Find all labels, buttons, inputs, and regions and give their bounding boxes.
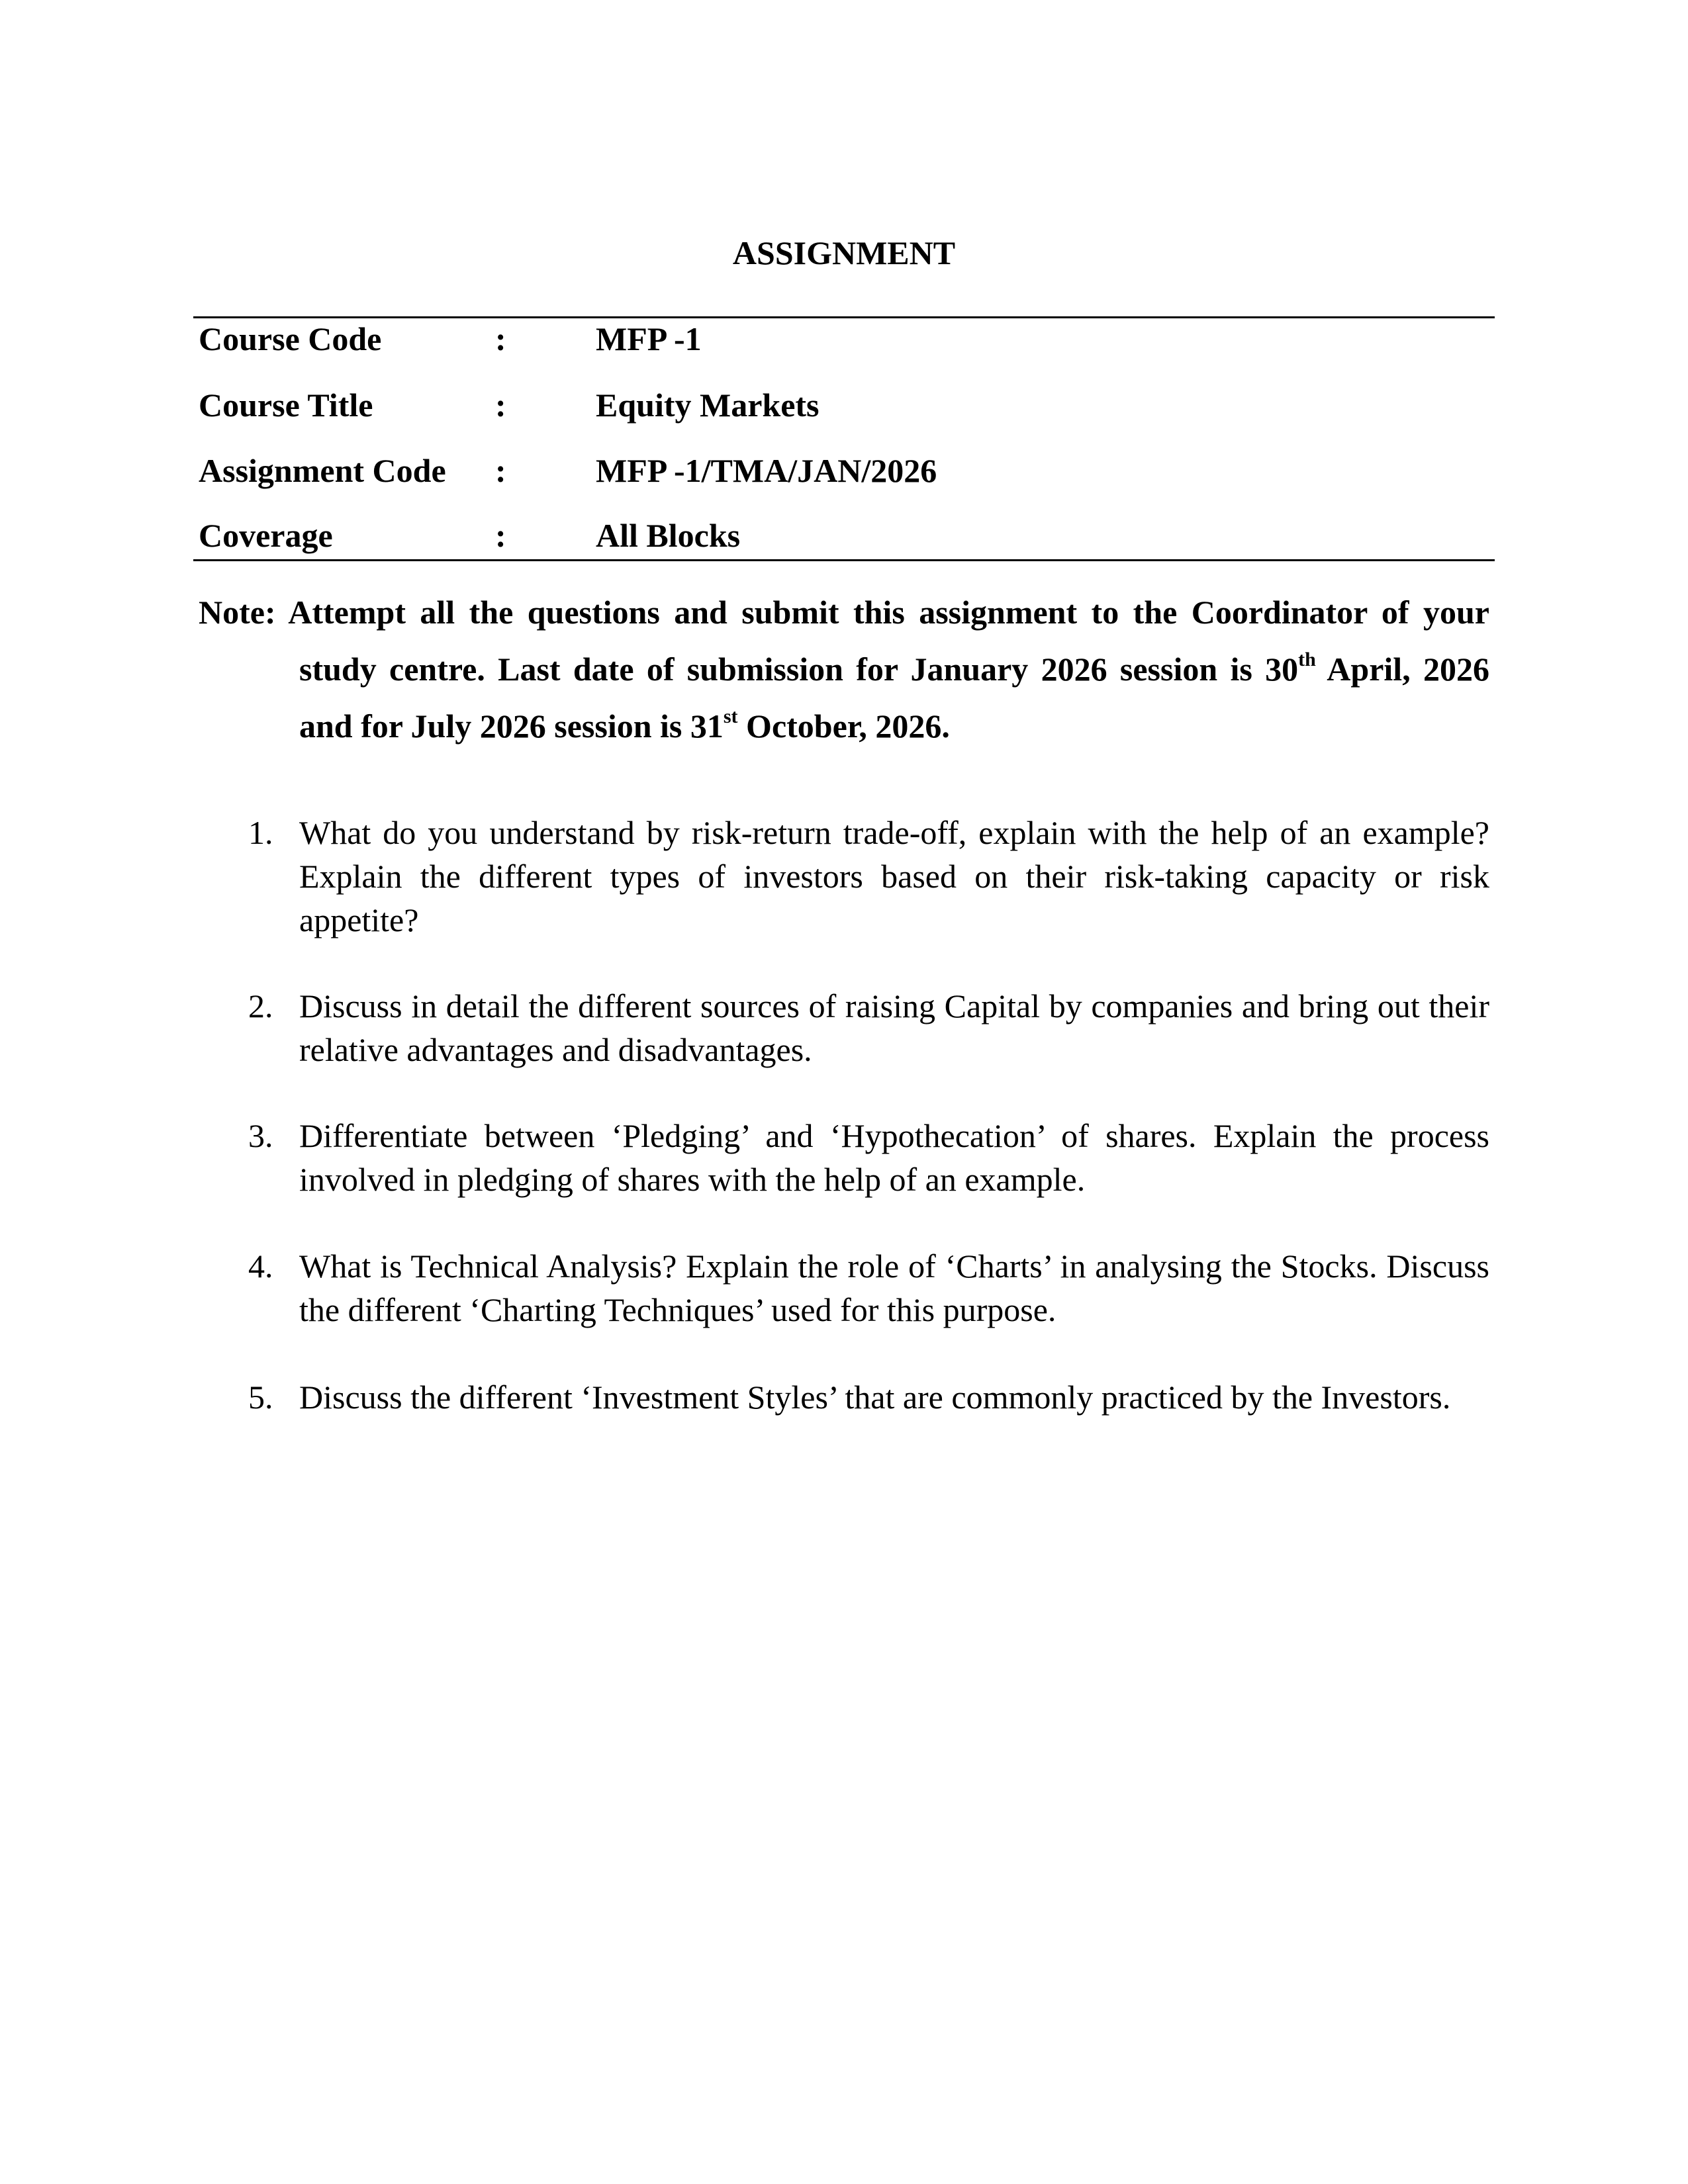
question-text: What do you understand by risk-return trade-off, explain with the help of an example? xyxy=(299,814,1489,851)
meta-row-course-code xyxy=(199,318,1489,360)
bottom-divider xyxy=(193,559,1495,561)
meta-value: MFP -1/TMA/JAN/2026 xyxy=(596,452,937,489)
question-number: 5. xyxy=(248,1379,273,1416)
note-text: study centre. Last date of submission for January 2026 session is 30 xyxy=(299,651,1299,688)
note-text: April, 2026 xyxy=(1315,651,1489,688)
note-text: and for July 2026 session is 31 xyxy=(299,707,724,745)
meta-colon: : xyxy=(495,387,506,424)
question-text: What is Technical Analysis? Explain the role of ‘Charts’ in analysing the Stocks. Discuss xyxy=(299,1248,1489,1285)
meta-colon: : xyxy=(495,320,506,357)
question-number: 4. xyxy=(248,1248,273,1285)
question-number: 3. xyxy=(248,1117,273,1154)
meta-label: Assignment Code xyxy=(199,452,446,489)
meta-row-course-title xyxy=(199,384,1489,426)
meta-label: Course Title xyxy=(199,387,373,424)
meta-row-coverage xyxy=(199,514,1489,557)
question-text: Differentiate between ‘Pledging’ and ‘Hypothecation’ of shares. Explain the process xyxy=(299,1117,1489,1154)
question-text: Discuss in detail the different sources of raising Capital by companies and bring out their xyxy=(299,987,1489,1024)
note-line xyxy=(299,698,950,754)
page-title: ASSIGNMENT xyxy=(732,234,956,271)
meta-label: Coverage xyxy=(199,517,333,554)
meta-row-assignment-code xyxy=(199,449,1489,492)
ordinal-suffix: st xyxy=(723,705,738,728)
note-text: October, 2026. xyxy=(737,707,950,745)
note-line: Note: Attempt all the questions and submit this assignment to the Coordinator of your xyxy=(199,594,1489,631)
meta-value: Equity Markets xyxy=(596,387,820,424)
meta-value: MFP -1 xyxy=(596,320,702,357)
question-text: Discuss the different ‘Investment Styles’ that are commonly practiced by the Investors. xyxy=(299,1379,1451,1416)
question-text: relative advantages and disadvantages. xyxy=(299,1031,812,1068)
question-text: appetite? xyxy=(299,901,419,938)
meta-colon: : xyxy=(495,517,506,554)
question-number: 1. xyxy=(248,814,273,851)
ordinal-suffix: th xyxy=(1298,649,1316,671)
meta-colon: : xyxy=(495,452,506,489)
question-text: Explain the different types of investors based on their risk-taking capacity or risk xyxy=(299,858,1489,895)
question-number: 2. xyxy=(248,987,273,1024)
note-line xyxy=(299,641,1489,698)
meta-label: Course Code xyxy=(199,320,382,357)
question-text: involved in pledging of shares with the help of an example. xyxy=(299,1161,1086,1198)
meta-value: All Blocks xyxy=(596,517,741,554)
question-text: the different ‘Charting Techniques’ used for this purpose. xyxy=(299,1291,1056,1328)
